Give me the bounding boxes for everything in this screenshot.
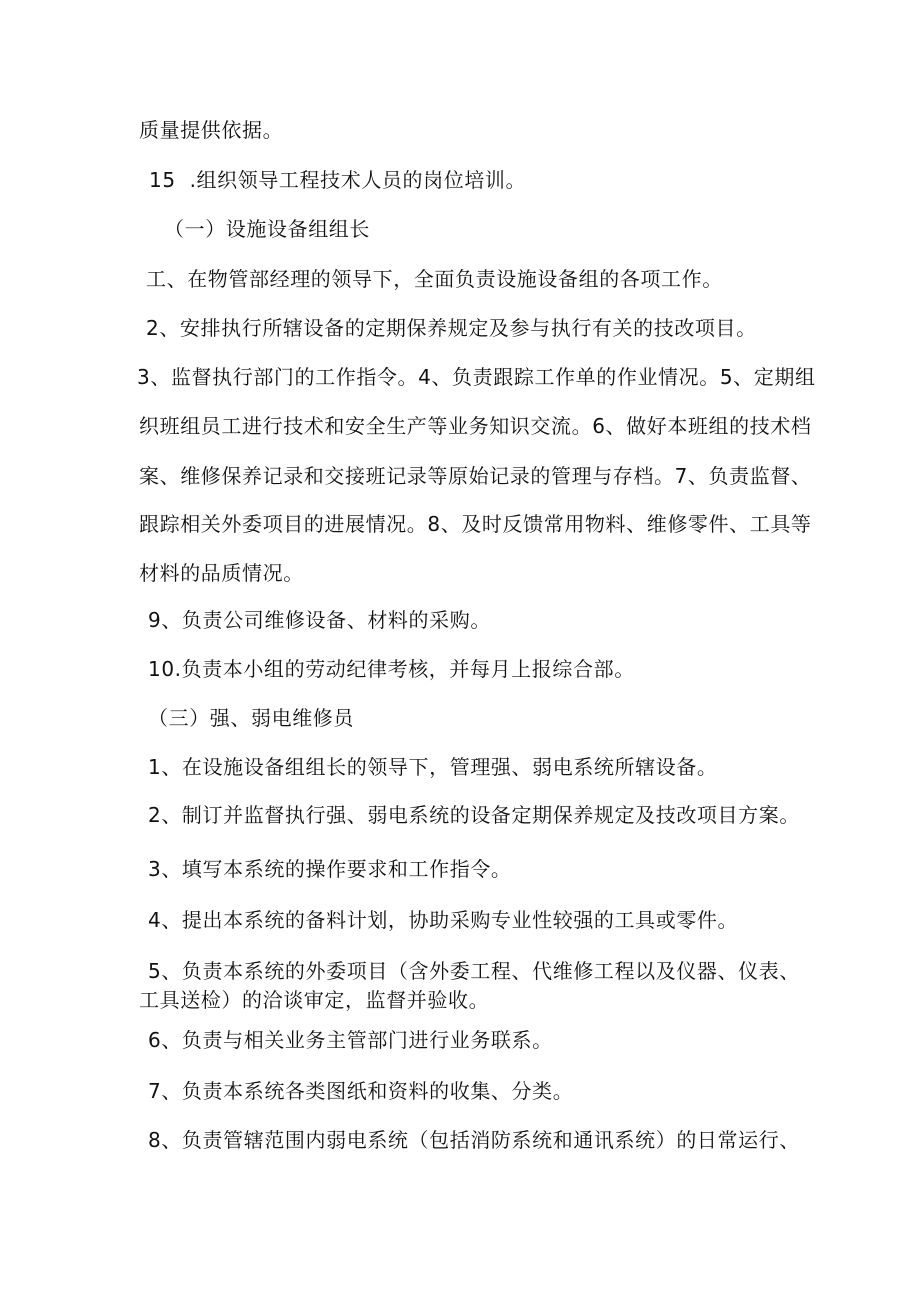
section-heading-facilities-lead: （一）设施设备组组长 — [164, 217, 370, 241]
text-line-12: 10.负责本小组的劳动纪律考核，并每月上报综合部。 — [148, 657, 635, 681]
text-line-22: 8、负责管辖范围内弱电系统（包括消防系统和通讯系统）的日常运行、 — [148, 1128, 800, 1152]
text-line-21: 7、负责本系统各类图纸和资料的收集、分类。 — [148, 1079, 574, 1103]
text-line-5: 2、安排执行所辖设备的定期保养规定及参与执行有关的技改项目。 — [146, 316, 757, 340]
section-heading-electrician: （三）强、弱电维修员 — [148, 706, 354, 730]
text-line-9: 跟踪相关外委项目的进展情况。8、及时反馈常用物料、维修零件、工具等 — [139, 512, 812, 536]
text-line-8: 案、维修保养记录和交接班记录等原始记录的管理与存档。7、负责监督、 — [139, 464, 812, 488]
text-line-1: 质量提供依据。 — [139, 118, 284, 142]
text-line-15: 2、制订并监督执行强、弱电系统的设备定期保养规定及技改项目方案。 — [148, 803, 800, 827]
text-line-20: 6、负责与相关业务主管部门进行业务联系。 — [148, 1028, 553, 1052]
text-line-2: 15 .组织领导工程技术人员的岗位培训。 — [149, 168, 527, 192]
text-line-6: 3、监督执行部门的工作指令。4、负责跟踪工作单的作业情况。5、定期组 — [137, 365, 816, 389]
text-line-16: 3、填写本系统的操作要求和工作指令。 — [148, 857, 512, 881]
text-line-18: 5、负责本系统的外委项目（含外委工程、代维修工程以及仪器、仪表、 — [148, 959, 800, 983]
text-line-14: 1、在设施设备组组长的领导下，管理强、弱电系统所辖设备。 — [148, 755, 718, 779]
text-line-4: 工、在物管部经理的领导下，全面负责设施设备组的各项工作。 — [146, 267, 723, 291]
text-line-19: 工具送检）的洽谈审定，监督并验收。 — [139, 988, 490, 1012]
text-line-17: 4、提出本系统的备料计划，协助采购专业性较强的工具或零件。 — [148, 908, 739, 932]
text-line-11: 9、负责公司维修设备、材料的采购。 — [148, 608, 491, 632]
text-line-10: 材料的品质情况。 — [139, 561, 304, 585]
text-line-7: 织班组员工进行技术和安全生产等业务知识交流。6、做好本班组的技术档 — [139, 414, 812, 438]
